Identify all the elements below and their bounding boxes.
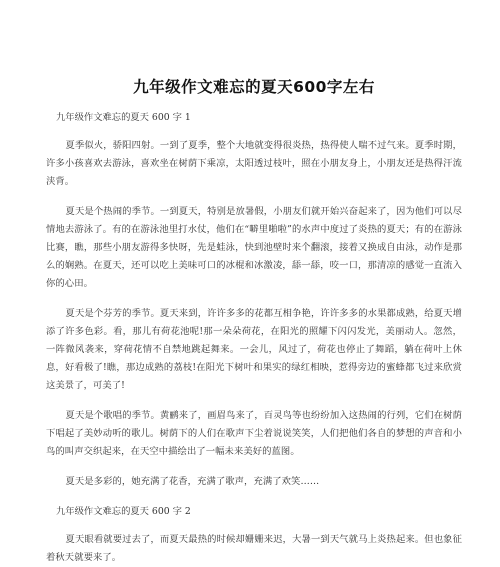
spacer [46, 127, 462, 137]
paragraph-1: 夏季似火，骄阳四射。一到了夏季，整个大地就变得很炎热，热得使人喘不过气来。夏季时期，许多小孩喜欢去游泳，喜欢坐在树荫下乘凉，太阳透过枝叶，照在小朋友身上，小朋友还是热得汗流浃背。 [46, 140, 462, 187]
paragraph-6: 夏天眼看就要过去了，而夏天最热的时候却姗姗来迟，大暑一到天气就马上炎热起来。但也象征着秋天就要来了。 [46, 534, 462, 563]
spacer [46, 395, 462, 407]
paragraph-5: 夏天是多彩的，她充满了花香，充满了歌声，充满了欢笑…… [65, 476, 320, 487]
spacer [46, 191, 462, 203]
section-heading-1: 九年级作文难忘的夏天 600 字 1 [56, 112, 191, 123]
paragraph-3: 夏天是个芬芳的季节。夏天来到，许许多多的花都互相争艳，许许多多的水果都成熟，给夏天增添了许多色彩。看，那儿有荷花池呢!那一朵朵荷花，在阳光的照耀下闪闪发光，美丽动人。忽然，一阵微风袭来，穿荷花情不自禁地跳起舞来。一会儿，风过了，荷花也停止了舞蹈，躺在荷叶上休息，好看极了!瞧，那边成熟的荔枝!在阳光下树叶和果实的绿红相映，惹得旁边的蜜蜂都飞过来欣赏这美景了，可美了! [46, 308, 462, 391]
paragraph-2: 夏天是个热闹的季节。一到夏天，特别是放暑假，小朋友们就开始兴奋起来了，因为他们可以尽情地去游泳了。有的在游泳池里打水仗，他们在“噼里啪啦”的水声中度过了炎热的夏天；有的在游泳比赛，瞧，那些小朋友游得多快呀，先是蛙泳，快到池壁时来个翻滚，接着又换成自由泳，动作是那么的娴熟。在夏天，还可以吃上美味可口的冰棍和冰激凌，舔一舔，咬一口，那清凉的感觉一直流入你的心田。 [46, 206, 462, 289]
spacer [46, 491, 462, 503]
spacer [46, 521, 462, 531]
paragraph-4: 夏天是个歌唱的季节。黄鹂来了，画眉鸟来了，百灵鸟等也纷纷加入这热闹的行列，它们在树荫下唱起了美妙动听的歌儿。树荫下的人们在歌声下尘着说说笑笑，人们把他们各自的梦想的声音和小鸟的叫声交织起来，在天空中描绘出了一幅未来美好的蓝图。 [46, 410, 462, 457]
document-title: 九年级作文难忘的夏天600字左右 [133, 78, 375, 96]
spacer [46, 293, 462, 305]
spacer [46, 461, 462, 473]
section-heading-2: 九年级作文难忘的夏天 600 字 2 [56, 506, 191, 517]
